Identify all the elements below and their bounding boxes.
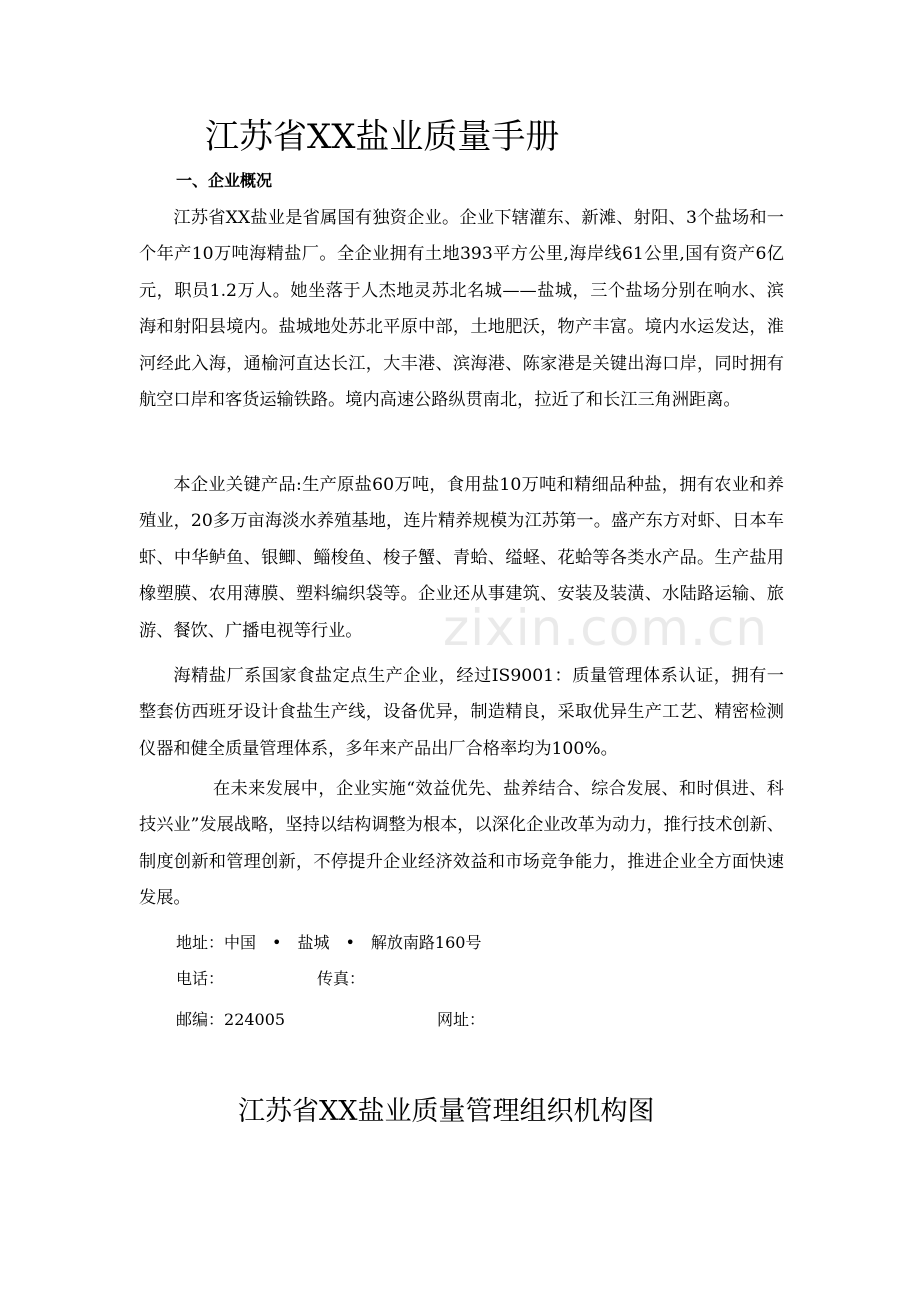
paragraph-key-products: 本企业关键产品:生产原盐60万吨，食用盐10万吨和精细品种盐，拥有农业和养殖业，20多万亩海淡水养殖基地，连片精养规模为江苏第一。盛产东方对虾、日本车虾、中华鲈鱼、银鲫、鲻梭鱼、梭子蟹、青蛤、缢蛏、花蛤等各类水产品。生产盐用橡塑膜、农用薄膜、塑料编织袋等。企业还从事建筑、安装及装潢、水陆路运输、旅游、餐饮、广播电视等行业。 [139,475,784,641]
section-heading-company-overview: 一、企业概况 [176,171,273,190]
fax-label: 传真： [317,969,366,988]
watermark: zixin.com.cn [443,599,769,657]
address-line [176,929,481,957]
zip-website-line [176,1006,486,1034]
zip-label: 邮编： [176,1010,225,1029]
address-city: 盐城 [297,933,330,952]
address-street: 解放南路160号 [370,933,482,952]
website-label: 网址： [437,1010,486,1029]
address-label: 地址： [176,933,225,952]
org-chart-title: 江苏省XX盐业质量管理组织机构图 [238,1096,655,1127]
document-title: 江苏省XX盐业质量手册 [205,117,560,157]
paragraph-development-strategy: 在未来发展中，企业实施“效益优先、盐养结合、综合发展、和时俱进、科技兴业”发展战略，坚持以结构调整为根本，以深化企业改革为动力，推行技术创新、制度创新和管理创新，不停提升企业经济效益和市场竞争能力，推进企业全方面快速发展。 [139,779,784,909]
zip-value: 224005 [224,1010,286,1029]
phone-fax-line [176,965,366,993]
address-country: 中国 [224,933,257,952]
paragraph-company-intro: 江苏省XX盐业是省属国有独资企业。企业下辖灌东、新滩、射阳、3个盐场和一个年产10万吨海精盐厂。全企业拥有土地393平方公里,海岸线61公里,国有资产6亿元，职员1.2万人。她坐落于人杰地灵苏北名城——盐城，三个盐场分别在响水、滨海和射阳县境内。盐城地处苏北平原中部，土地肥沃，物产丰富。境内水运发达，淮河经此入海，通榆河直达长江，大丰港、滨海港、陈家港是关键出海口岸，同时拥有航空口岸和客货运输铁路。境内高速公路纵贯南北，拉近了和长江三角洲距离。 [139,208,784,411]
address-separator: • [272,933,282,952]
phone-label: 电话： [176,969,225,988]
paragraph-salt-factory: 海精盐厂系国家食盐定点生产企业，经过IS9001：质量管理体系认证，拥有一整套仿西班牙设计食盐生产线，设备优异，制造精良，采取优异生产工艺、精密检测仪器和健全质量管理体系，多年来产品出厂合格率均为100%。 [139,666,784,759]
address-separator: • [345,933,355,952]
